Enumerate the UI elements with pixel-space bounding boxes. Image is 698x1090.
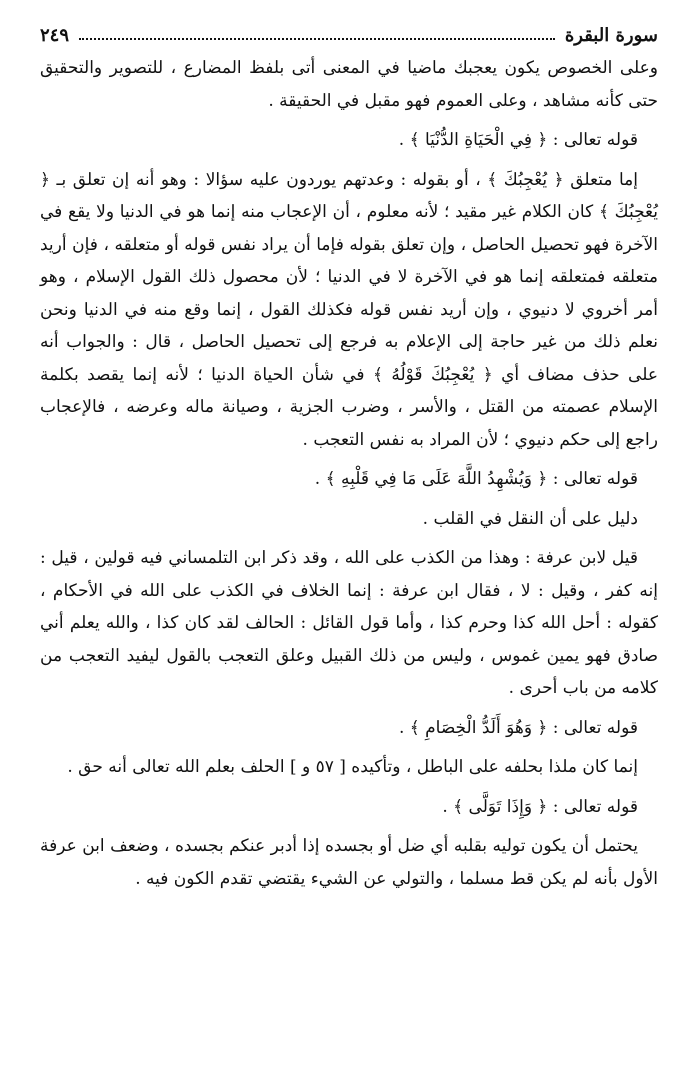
verse-heading: قوله تعالى : ﴿ فِي الْحَيَاةِ الدُّنْيَا ﴾ . (398, 130, 638, 150)
verse-heading: قوله تعالى : ﴿ وَإِذَا تَوَلَّى ﴾ . (442, 796, 638, 817)
commentary-paragraph: إنما كان ملذا بحلفه على الباطل ، وتأكيده [ ٥٧ و ] الحلف بعلم الله تعالى أنه حق . (67, 757, 638, 777)
commentary-paragraph: يحتمل أن يكون توليه بقلبه أي ضل أو بجسده إذا أدبر عنكم بجسده ، وضعف ابن عرفة الأول بأنه لم يكن قط مسلما ، والتولي عن الشيء يقتضي تقدم الكون فيه . (40, 836, 658, 889)
page-number: ٢٤٩ (40, 25, 70, 46)
header-dotted-leader (79, 37, 555, 40)
commentary-paragraph: قيل لابن عرفة : وهذا من الكذب على الله ، وقد ذكر ابن التلمساني فيه قولين ، قيل : إنه كفر ، وقيل : لا ، فقال ابن عرفة : إنما الخلاف في الكذب على الله في الأحكام ، كقوله : أحل الله كذا وحرم كذا ، وأما قول القائل : الحالف لقد كان كذا ، والله يعلم أني صادق فهو يمين غموس ، وليس من ذلك القبيل وعلق التعجب بالقول ليفيد التعجب من كلامه من باب أحرى . (40, 548, 658, 698)
surah-title: سورة البقرة (564, 25, 658, 46)
page-body (40, 52, 658, 895)
verse-heading: قوله تعالى : ﴿ وَيُشْهِدُ اللَّهَ عَلَى مَا فِي قَلْبِهِ ﴾ . (314, 469, 638, 489)
paragraph-intro: وعلى الخصوص يكون يعجبك ماضيا في المعنى أتى بلفظ المضارع ، للتصوير والتحقيق حتى كأنه مشاهد ، وعلى العموم فهو مقبل في الحقيقة . (40, 58, 658, 111)
page-header (40, 6, 658, 46)
verse-heading: قوله تعالى : ﴿ وَهُوَ أَلَدُّ الْخِصَامِ ﴾ . (398, 717, 638, 738)
commentary-paragraph: دليل على أن النقل في القلب . (422, 508, 638, 529)
commentary-paragraph: إما متعلق ﴿ يُعْجِبُكَ ﴾ ، أو بقوله : وعدتهم يوردون عليه سؤالا : وهو أنه إن تعلق بـ ﴿ يُعْجِبُكَ ﴾ كان الكلام غير مقيد ؛ لأنه معلوم ، أن الإعجاب منه إنما هو في الدنيا ولا يقع في الآخرة فهو تحصيل الحاصل ، وإن تعلق بقوله فإما أن يراد نفس قوله أو متعلقه ، فإن أريد متعلقه فمتعلقه إنما هو في الآخرة لا في الدنيا ؛ لأن محصول ذلك القول الإسلام ، وهو أمر أخروي لا دنيوي ، وإن أريد نفس قوله فكذلك القول ، إنما وقع منه في الدنيا ونحن نعلم ذلك من غير حاجة إلى الإعلام به فرجع إلى تحصيل الحاصل ، قال : والجواب أنه على حذف مضاف أي ﴿ يُعْجِبُكَ قَوْلُهُ ﴾ في شأن الحياة الدنيا ؛ لأنه إنما يقصد بكلمة الإسلام عصمته من القتل ، والأسر ، وضرب الجزية ، وصيانة ماله وعرضه ، فالإعجاب راجع إلى حكم دنيوي ؛ لأن المراد به نفس التعجب . (40, 169, 658, 450)
